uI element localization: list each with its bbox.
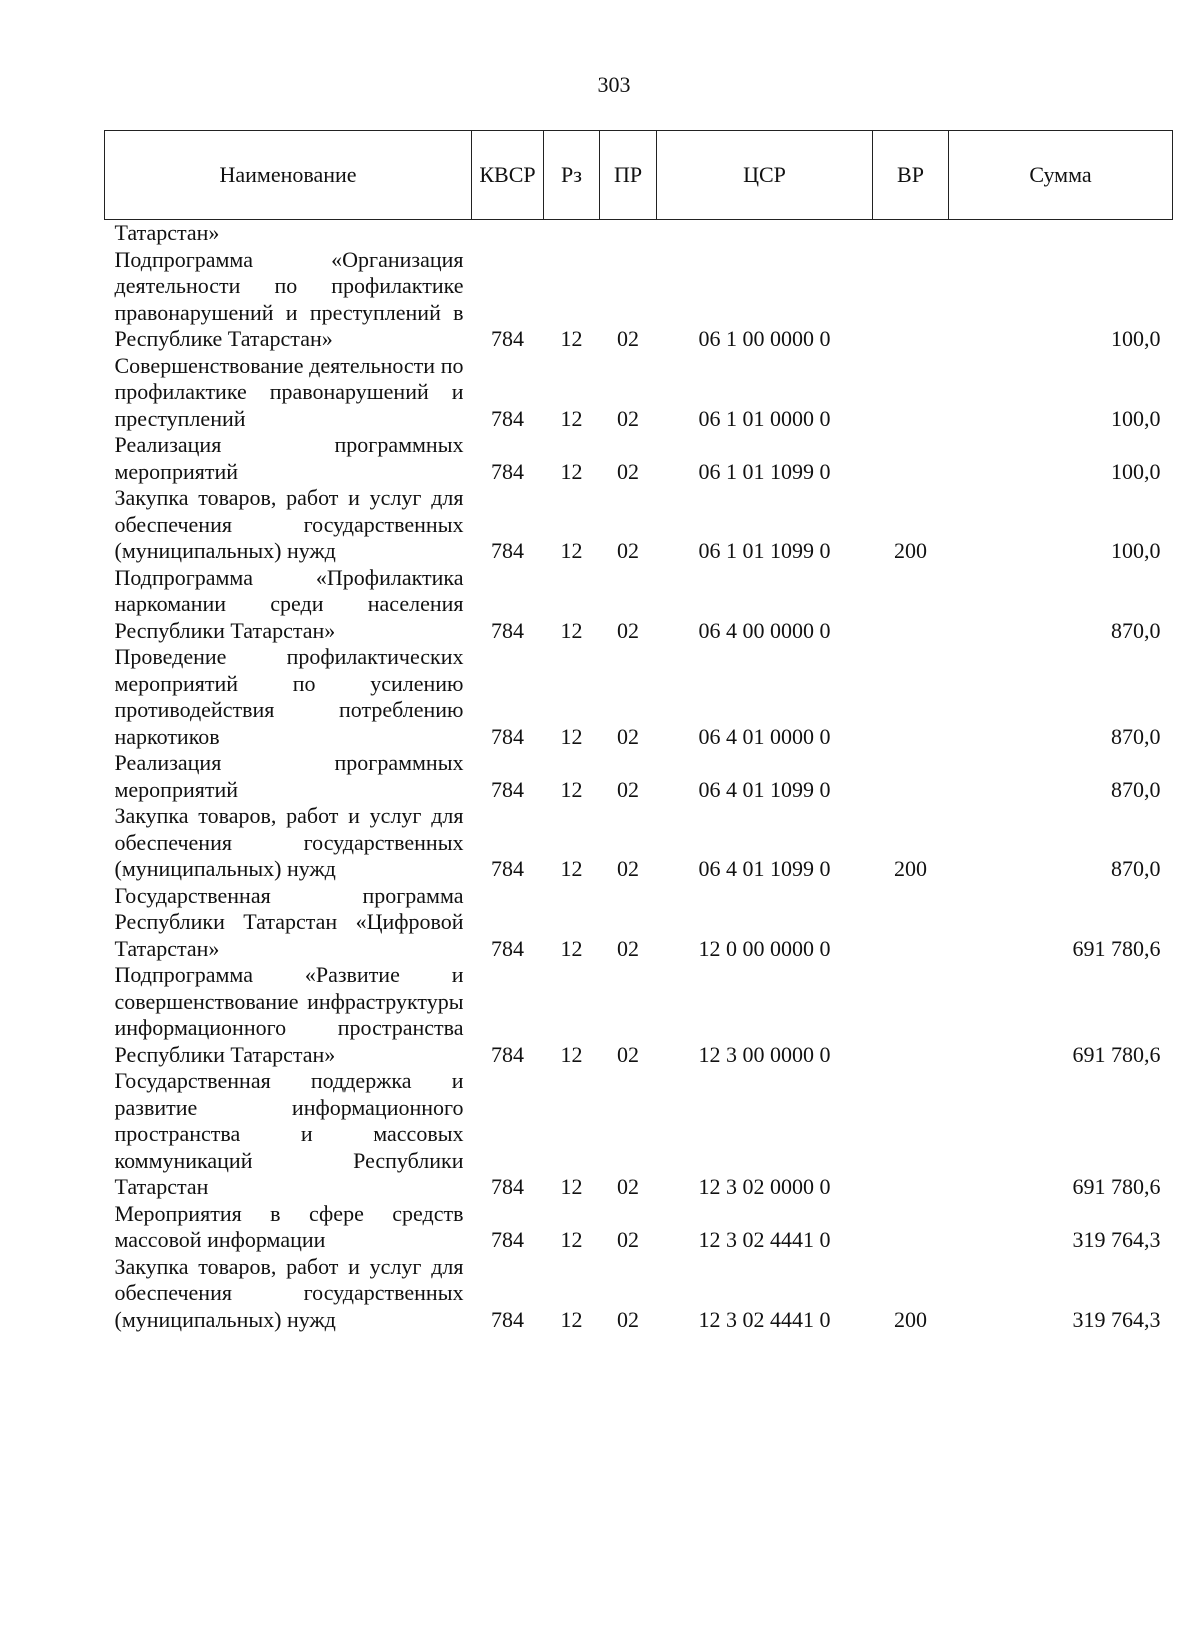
row-pr: 02 bbox=[617, 617, 639, 643]
row-kvsr: 784 bbox=[491, 405, 524, 431]
row-kvsr: 784 bbox=[491, 1306, 524, 1332]
row-rz: 12 bbox=[560, 1041, 583, 1067]
row-rz: 12 bbox=[560, 856, 583, 881]
row-kvsr: 784 bbox=[491, 935, 524, 961]
row-vr bbox=[873, 220, 949, 247]
row-kvsr: 784 bbox=[491, 1041, 524, 1067]
row-name: Реализация программных мероприятий bbox=[114, 750, 464, 802]
row-sum: 870,0 bbox=[1111, 723, 1161, 749]
table-row bbox=[105, 565, 1173, 645]
row-sum: 100,0 bbox=[1111, 405, 1161, 431]
row-kvsr: 784 bbox=[491, 776, 524, 802]
row-pr: 02 bbox=[617, 458, 639, 484]
page-number: 303 bbox=[597, 72, 631, 97]
row-sum: 100,0 bbox=[1111, 538, 1161, 563]
table-row bbox=[105, 644, 1173, 750]
row-csr: 06 1 01 1099 0 bbox=[698, 538, 831, 563]
row-rz: 12 bbox=[560, 1306, 583, 1332]
row-csr bbox=[657, 220, 873, 247]
row-pr: 02 bbox=[617, 776, 639, 802]
row-csr: 12 3 02 0000 0 bbox=[698, 1174, 831, 1199]
table-row bbox=[105, 220, 1173, 247]
row-csr: 06 1 01 1099 0 bbox=[698, 458, 831, 484]
header-row bbox=[105, 131, 1173, 220]
row-vr bbox=[873, 1068, 949, 1201]
row-name: Мероприятия в сфере средств массовой информации bbox=[114, 1200, 464, 1252]
header-csr: ЦСР bbox=[657, 131, 873, 220]
row-name: Совершенствование деятельности по профилактике правонарушений и преступлений bbox=[114, 352, 464, 431]
row-vr bbox=[873, 432, 949, 485]
row-sum: 870,0 bbox=[1111, 856, 1161, 881]
row-kvsr: 784 bbox=[491, 617, 524, 643]
row-name: Проведение профилактических мероприятий по усилению противодействия потреблению наркотиков bbox=[114, 644, 464, 749]
row-vr bbox=[873, 353, 949, 433]
row-pr: 02 bbox=[617, 405, 639, 431]
row-vr: 200 bbox=[894, 538, 927, 563]
header-sum: Сумма bbox=[949, 131, 1173, 220]
row-pr: 02 bbox=[617, 1227, 639, 1252]
row-rz: 12 bbox=[560, 617, 583, 643]
row-pr: 02 bbox=[617, 723, 639, 749]
row-pr: 02 bbox=[617, 326, 639, 351]
row-rz: 12 bbox=[560, 1174, 583, 1199]
row-rz bbox=[544, 220, 600, 247]
table-row bbox=[105, 1201, 1173, 1254]
row-pr: 02 bbox=[617, 1306, 639, 1332]
row-sum: 691 780,6 bbox=[1072, 1041, 1161, 1067]
table-row bbox=[105, 1068, 1173, 1201]
row-rz: 12 bbox=[560, 405, 583, 431]
row-csr: 06 4 01 1099 0 bbox=[698, 776, 831, 802]
row-csr: 12 3 00 0000 0 bbox=[698, 1041, 831, 1067]
row-name: Государственная поддержка и развитие информационного пространства и массовых коммуникаций Республики Татарстан bbox=[114, 1068, 464, 1199]
row-sum bbox=[949, 220, 1173, 247]
row-csr: 06 1 01 0000 0 bbox=[698, 405, 831, 431]
row-sum: 319 764,3 bbox=[1072, 1227, 1161, 1252]
row-name: Реализация программных мероприятий bbox=[114, 432, 464, 484]
row-kvsr bbox=[472, 220, 544, 247]
row-name: Подпрограмма «Организация деятельности по профилактике правонарушений и преступлений в Республике Татарстан» bbox=[114, 246, 464, 351]
row-kvsr: 784 bbox=[491, 326, 524, 351]
row-vr bbox=[873, 750, 949, 803]
budget-table bbox=[104, 130, 1173, 1333]
table-row bbox=[105, 1254, 1173, 1334]
row-name: Подпрограмма «Профилактика наркомании среди населения Республики Татарстан» bbox=[114, 564, 464, 643]
table-row bbox=[105, 962, 1173, 1068]
row-kvsr: 784 bbox=[491, 1227, 524, 1252]
row-name: Закупка товаров, работ и услуг для обеспечения государственных (муниципальных) нужд bbox=[114, 803, 464, 881]
row-pr: 02 bbox=[617, 538, 639, 563]
row-name: Подпрограмма «Развитие и совершенствование инфраструктуры информационного пространства Республики Татарстан» bbox=[114, 962, 464, 1067]
row-kvsr: 784 bbox=[491, 723, 524, 749]
row-vr bbox=[873, 644, 949, 750]
row-kvsr: 784 bbox=[491, 856, 524, 881]
header-rz: Рз bbox=[544, 131, 600, 220]
row-name: Закупка товаров, работ и услуг для обеспечения государственных (муниципальных) нужд bbox=[114, 1253, 464, 1332]
row-pr bbox=[600, 220, 657, 247]
row-vr bbox=[873, 247, 949, 353]
row-vr: 200 bbox=[894, 1306, 927, 1332]
row-sum: 100,0 bbox=[1111, 458, 1161, 484]
row-pr: 02 bbox=[617, 935, 639, 961]
row-pr: 02 bbox=[617, 1174, 639, 1199]
row-csr: 12 0 00 0000 0 bbox=[698, 935, 831, 961]
row-rz: 12 bbox=[560, 723, 583, 749]
row-rz: 12 bbox=[560, 776, 583, 802]
row-kvsr: 784 bbox=[491, 1174, 524, 1199]
header-kvsr: КВСР bbox=[472, 131, 544, 220]
row-vr bbox=[873, 962, 949, 1068]
table-body bbox=[105, 220, 1173, 1334]
header-name: Наименование bbox=[105, 131, 472, 220]
table-header bbox=[105, 131, 1173, 220]
table-row bbox=[105, 432, 1173, 485]
row-sum: 319 764,3 bbox=[1072, 1306, 1161, 1332]
row-csr: 06 4 01 1099 0 bbox=[698, 856, 831, 881]
row-kvsr: 784 bbox=[491, 538, 524, 563]
table-row bbox=[105, 883, 1173, 963]
budget-table-container bbox=[104, 130, 1172, 1333]
row-sum: 870,0 bbox=[1111, 776, 1161, 802]
row-rz: 12 bbox=[560, 1227, 583, 1252]
header-pr: ПР bbox=[600, 131, 657, 220]
row-sum: 691 780,6 bbox=[1072, 935, 1161, 961]
row-sum: 100,0 bbox=[1111, 326, 1161, 351]
row-kvsr: 784 bbox=[491, 458, 524, 484]
row-name: Закупка товаров, работ и услуг для обеспечения государственных (муниципальных) нужд bbox=[114, 485, 464, 563]
row-sum: 691 780,6 bbox=[1072, 1174, 1161, 1199]
row-rz: 12 bbox=[560, 538, 583, 563]
row-rz: 12 bbox=[560, 458, 583, 484]
row-name: Татарстан» bbox=[114, 220, 220, 245]
row-sum: 870,0 bbox=[1111, 617, 1161, 643]
table-row bbox=[105, 803, 1173, 883]
row-rz: 12 bbox=[560, 326, 583, 351]
row-vr bbox=[873, 1201, 949, 1254]
table-row bbox=[105, 353, 1173, 433]
table-row bbox=[105, 247, 1173, 353]
row-vr: 200 bbox=[894, 856, 927, 881]
table-row bbox=[105, 485, 1173, 565]
row-csr: 12 3 02 4441 0 bbox=[698, 1306, 831, 1332]
row-name: Государственная программа Республики Татарстан «Цифровой Татарстан» bbox=[114, 882, 464, 961]
header-vr: ВР bbox=[873, 131, 949, 220]
row-vr bbox=[873, 565, 949, 645]
row-vr bbox=[873, 883, 949, 963]
row-pr: 02 bbox=[617, 1041, 639, 1067]
table-row bbox=[105, 750, 1173, 803]
row-csr: 12 3 02 4441 0 bbox=[698, 1227, 831, 1252]
row-rz: 12 bbox=[560, 935, 583, 961]
row-pr: 02 bbox=[617, 856, 639, 881]
row-csr: 06 1 00 0000 0 bbox=[698, 326, 831, 351]
row-csr: 06 4 00 0000 0 bbox=[698, 617, 831, 643]
row-csr: 06 4 01 0000 0 bbox=[698, 723, 831, 749]
